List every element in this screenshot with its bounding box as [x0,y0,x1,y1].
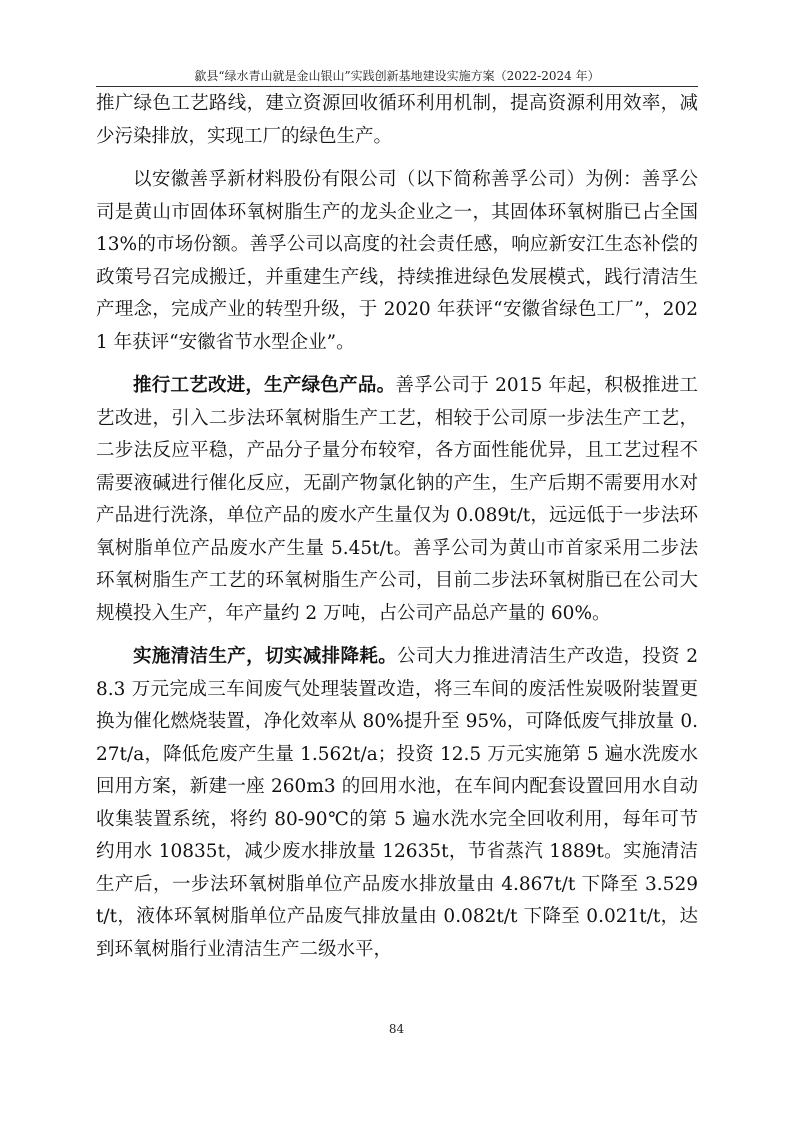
paragraph-4 [96,641,698,966]
paragraph-4-text: 公司大力推进清洁生产改造，投资 28.3 万元完成三车间废气处理装置改造，将三车间的废活性炭吸附装置更换为催化燃烧装置，净化效率从 80%提升至 95%，可降低废气排放量 0.27t/a，降低危废产生量 1.562t/a；投资 12.5 万元实施第 5 遍水洗废水回用方案，新建一座 260m3 的回用水池，在车间内配套设置回用水自动收集装置系统，将约 80-90℃的第 5 遍水洗水完全回收利用，每年可节约用水 10835t，减少废水排放量 12635t，节省蒸汽 1889t。实施清洁生产后，一步法环氧树脂单位产品废水排放量由 4.867t/t 下降至 3.529t/t，液体环氧树脂单位产品废气排放量由 0.082t/t 下降至 0.021t/t，达到环氧树脂行业清洁生产二级水平， [96,646,698,960]
paragraph-1 [96,88,698,153]
running-header: 歙县“绿水青山就是金山银山”实践创新基地建设实施方案（2022-2024 年） [194,69,600,83]
body-text [96,88,698,966]
header-rule [96,86,698,87]
paragraph-3 [96,370,698,630]
page-number: 84 [388,1022,405,1036]
paragraph-1-text: 推广绿色工艺路线，建立资源回收循环利用机制，提高资源利用效率，减少污染排放，实现工厂的绿色生产。 [96,93,698,147]
paragraph-4-lead: 实施清洁生产，切实减排降耗。 [133,646,398,667]
paragraph-3-text: 善孚公司于 2015 年起，积极推进工艺改进，引入二步法环氧树脂生产工艺，相较于公司原一步法生产工艺，二步法反应平稳，产品分子量分布较窄，各方面性能优异，且工艺过程不需要液碱进行催化反应，无副产物氯化钠的产生，生产后期不需要用水对产品进行洗涤，单位产品的废水产生量仅为 0.089t/t，远远低于一步法环氧树脂单位产品废水产生量 5.45t/t。善孚公司为黄山市首家采用二步法环氧树脂生产工艺的环氧树脂生产公司，目前二步法环氧树脂已在公司大规模投入生产，年产量约 2 万吨，占公司产品总产量的 60%。 [96,375,698,624]
paragraph-2-text: 以安徽善孚新材料股份有限公司（以下简称善孚公司）为例：善孚公司是黄山市固体环氧树脂生产的龙头企业之一，其固体环氧树脂已占全国13%的市场份额。善孚公司以高度的社会责任感，响应新安江生态补偿的政策号召完成搬迁，并重建生产线，持续推进绿色发展模式，践行清洁生产理念，完成产业的转型升级，于 2020 年获评“安徽省绿色工厂”，2021 年获评“安徽省节水型企业”。 [96,169,698,353]
paragraph-2 [96,164,698,359]
paragraph-3-lead: 推行工艺改进，生产绿色产品。 [133,375,396,396]
